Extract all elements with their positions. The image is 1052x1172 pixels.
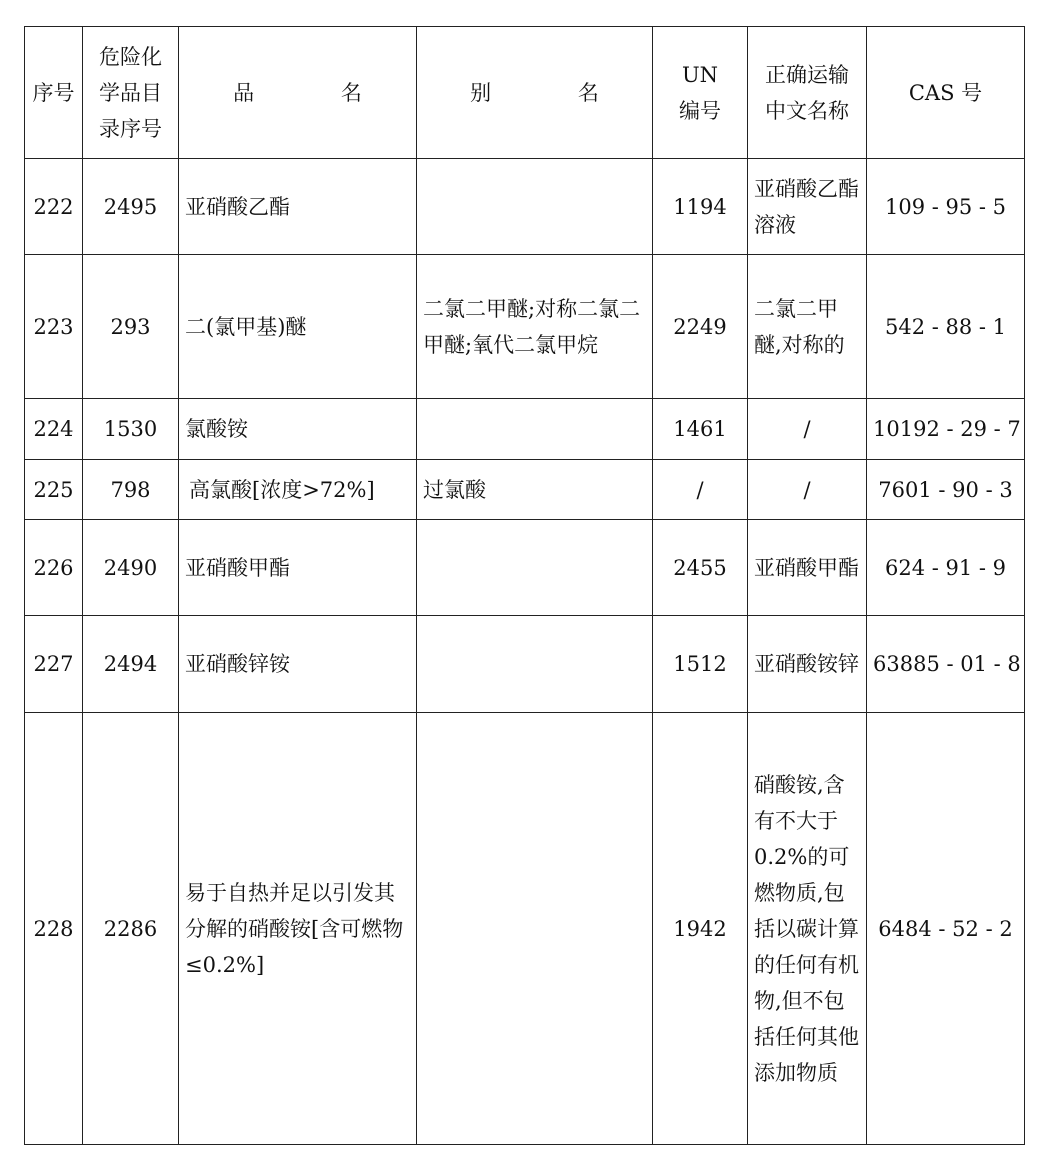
cell-transport: / [748,399,867,460]
cell-cas: 624 - 91 - 9 [867,520,1025,616]
cell-transport: / [748,460,867,520]
cell-name: 高氯酸[浓度>72%] [179,460,417,520]
header-catalog-seq-line-3: 录序号 [99,116,162,141]
cell-transport: 二氯二甲醚,对称的 [748,255,867,399]
cell-seq: 223 [25,255,83,399]
cell-un: 1461 [653,399,748,460]
header-transport-line-1: 正确运输 [765,62,849,87]
chemicals-table [24,26,1025,1145]
header-row [25,27,1025,159]
cell-cas: 63885 - 01 - 8 [867,616,1025,713]
cell-name: 亚硝酸锌铵 [179,616,417,713]
header-cas: CAS 号 [867,27,1025,159]
cell-catalog: 1530 [83,399,179,460]
header-alias: 别 名 [417,27,653,159]
cell-seq: 226 [25,520,83,616]
header-catalog-seq-line-2: 学品目 [99,80,162,105]
table-row [25,159,1025,255]
cell-catalog: 798 [83,460,179,520]
cell-alias [417,399,653,460]
header-transport-line-2: 中文名称 [765,98,849,123]
cell-catalog: 2286 [83,713,179,1145]
header-un-line-1: UN [681,62,719,87]
cell-seq: 227 [25,616,83,713]
header-seq: 序号 [25,27,83,159]
cell-un: 1512 [653,616,748,713]
table-row [25,399,1025,460]
cell-name: 易于自热并足以引发其分解的硝酸铵[含可燃物≤0.2%] [179,713,417,1145]
cell-transport: 亚硝酸甲酯 [748,520,867,616]
cell-alias [417,616,653,713]
cell-seq: 222 [25,159,83,255]
cell-cas: 6484 - 52 - 2 [867,713,1025,1145]
cell-alias [417,520,653,616]
cell-seq: 224 [25,399,83,460]
cell-cas: 542 - 88 - 1 [867,255,1025,399]
cell-catalog: 2495 [83,159,179,255]
cell-transport: 亚硝酸铵锌 [748,616,867,713]
header-un-line-2: 编号 [679,98,721,123]
cell-alias: 过氯酸 [417,460,653,520]
cell-transport: 亚硝酸乙酯溶液 [748,159,867,255]
table-row [25,460,1025,520]
cell-un: 2249 [653,255,748,399]
cell-name: 氯酸铵 [179,399,417,460]
cell-cas: 10192 - 29 - 7 [867,399,1025,460]
cell-transport: 硝酸铵,含有不大于0.2%的可燃物质,包括以碳计算的任何有机物,但不包括任何其他添加物质 [748,713,867,1145]
cell-catalog: 2494 [83,616,179,713]
header-un [653,27,748,159]
cell-name: 二(氯甲基)醚 [179,255,417,399]
cell-seq: 228 [25,713,83,1145]
cell-seq: 225 [25,460,83,520]
header-catalog-seq-line-1: 危险化 [99,44,162,69]
header-catalog-seq [83,27,179,159]
cell-alias [417,713,653,1145]
cell-un: 2455 [653,520,748,616]
table-row [25,520,1025,616]
cell-cas: 7601 - 90 - 3 [867,460,1025,520]
table-row [25,713,1025,1145]
cell-un: 1194 [653,159,748,255]
cell-catalog: 293 [83,255,179,399]
header-transport-name [748,27,867,159]
cell-alias: 二氯二甲醚;对称二氯二甲醚;氧代二氯甲烷 [417,255,653,399]
header-name: 品 名 [179,27,417,159]
table-row [25,255,1025,399]
cell-alias [417,159,653,255]
cell-catalog: 2490 [83,520,179,616]
cell-un: 1942 [653,713,748,1145]
cell-un: / [653,460,748,520]
cell-cas: 109 - 95 - 5 [867,159,1025,255]
cell-name: 亚硝酸甲酯 [179,520,417,616]
table-row [25,616,1025,713]
cell-name: 亚硝酸乙酯 [179,159,417,255]
